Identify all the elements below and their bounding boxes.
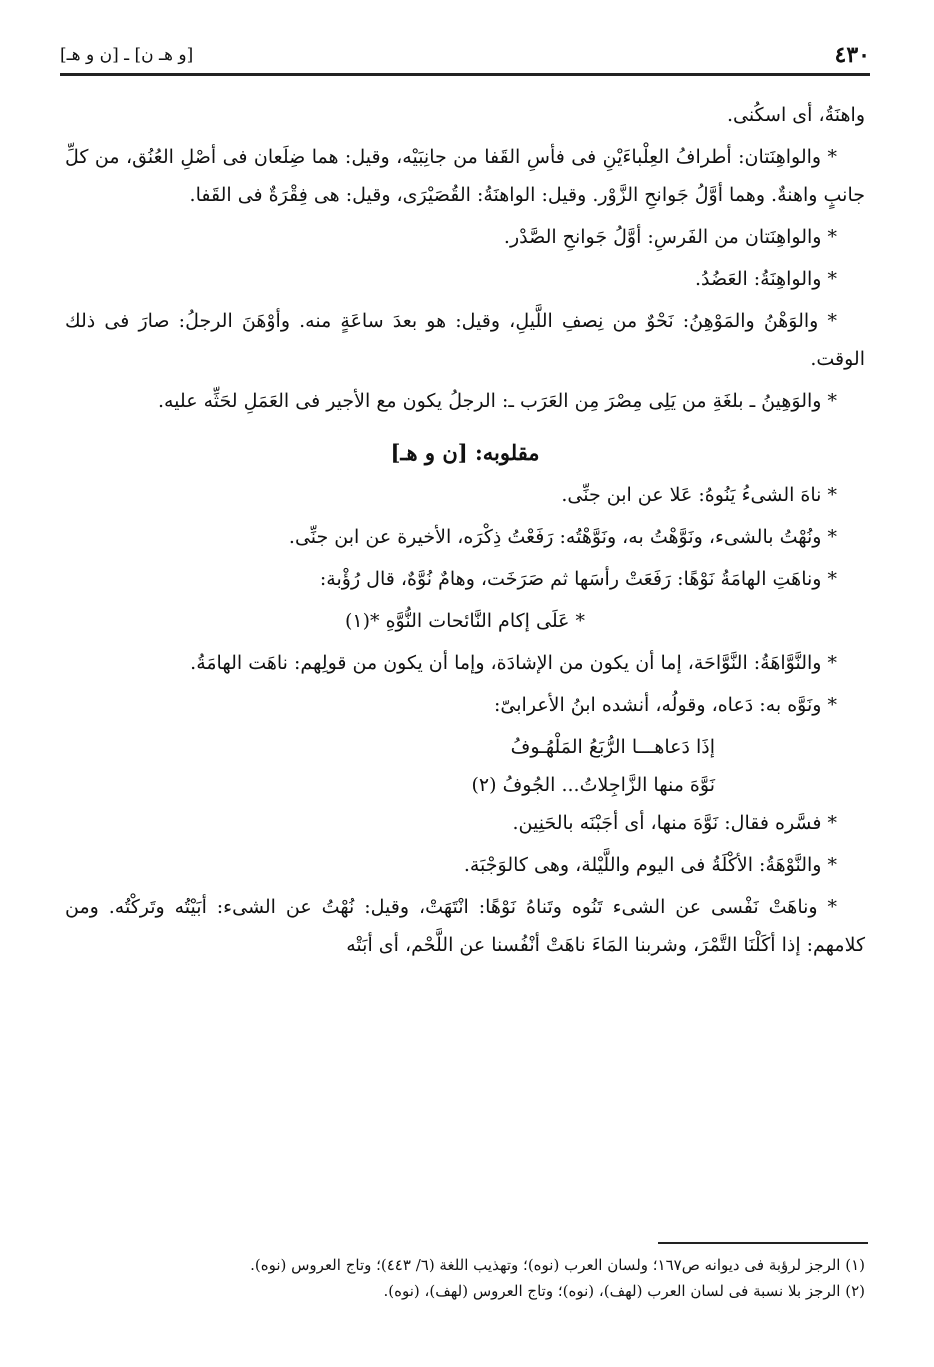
- footnote-rule: [658, 1242, 868, 1244]
- verse-line: * عَلَى إكام النَّائحات النُّوَّهِ *(١): [345, 610, 585, 632]
- verse-line: إذَا دَعاهـــا الرُّبَعُ المَلْهُـوفُ: [510, 736, 715, 758]
- paragraph: * والنَّوَّاهَةُ: النَّوَّاحَة، إما أن يكون من الإشادَة، وإما أن يكون من قولِهم: ناهَت الهامَةُ.: [190, 652, 837, 674]
- paragraph: * والنَّوْهَةُ: الأكْلَةُ فى اليوم واللَّيْلة، وهى كالوَجْبَة.: [463, 854, 837, 876]
- paragraph: واهنَةُ، أى اسكُنى.: [726, 104, 865, 126]
- paragraph: * فسَّره فقال: نَوَّهَ منها، أى أجَبْنَه بالحَنِين.: [512, 812, 837, 834]
- paragraph: * ونَوَّه به: دَعاه، وقولُه، أنشده ابنُ الأعرابىّ:: [494, 694, 837, 716]
- paragraph: * ناهَ الشىءُ يَنُوهُ: عَلا عن ابن جنِّى.: [561, 484, 837, 506]
- page-number: ٤٣٠: [834, 42, 870, 68]
- header-rule: [60, 73, 870, 76]
- section-heading: مقلوبه: [ن و هـ]: [390, 440, 540, 465]
- footnote: (٢) الرجز بلا نسبة فى لسان العرب (لهف)، (نوه)؛ وتاج العروس (لهف)، (نوه).: [383, 1282, 865, 1300]
- paragraph: * وناهَتِ الهامَةُ نَوْهًا: رَفَعَتْ رأسَها ثم صَرَخَت، وهامٌ نُوَّهٌ، قال رُؤْبة:: [319, 568, 837, 590]
- paragraph: * وناهَتْ نَفْسى عن الشىء تَنُوه وتَناهُ نَوْهًا: انْتَهَتْ، وقيل: نُهْتُ عن الشىء: أبَيْتُه وتَركْتُه. ومن كلامهم: إذا أكَلْنَا التَّمْرَ، وشربنا المَاءَ ناهَتْ أنْفُسنا عن اللَّحْم، أى أبَتْه: [65, 896, 865, 956]
- page-header: [60, 40, 870, 70]
- header-root-range: [و هـ ن] ـ [ن و هـ]: [60, 45, 194, 65]
- paragraph: * والوَهْنُ والمَوْهِنُ: نَحْوٌ من نِصفِ اللَّيلِ، وقيل: هو بعدَ ساعَةٍ منه. وأوْهَنَ الرجلُ: صارَ فى ذلك الوقت.: [65, 310, 865, 370]
- main-text: [65, 96, 865, 968]
- paragraph: * ونُهْتُ بالشىء، ونَوَّهْتُ به، ونَوَّهْتُه: رَفَعْتُ ذِكْرَه، الأخيرة عن ابن جنِّى.: [288, 526, 837, 548]
- verse-line: نَوَّهَ منها الزَّاجِلاتُ... الجُوفُ (٢): [471, 774, 715, 796]
- paragraph: * والوَهِينُ ـ بلغَةِ من يَلِى مِصْرَ مِن العَرَب ـ: الرجلُ يكون مع الأجير فى العَمَلِ لحَثِّه عليه.: [157, 390, 837, 412]
- footnote: (١) الرجز لرؤبة فى ديوانه ص١٦٧؛ ولسان العرب (نوه)؛ وتهذيب اللغة (٦/ ٤٤٣)؛ وتاج العروس (نوه).: [250, 1256, 865, 1274]
- paragraph: * والواهِنَةُ: العَضُدُ.: [695, 268, 837, 290]
- footnotes: [65, 1252, 865, 1304]
- paragraph: * والواهِنَتان: أطرافُ العِلْباءَيْنِ فى فأسِ القَفا من جانِبَيْه، وقيل: هما ضِلَعان فى أصْلِ العُنُق، من كلِّ جانبٍ واهنةٌ. وهما أوَّلُ جَوانحِ الزَّوْر. وقيل: الواهنَةُ: القُصَيْرَى، وقيل: هى فِقْرَةٌ فى القَفا.: [65, 146, 865, 206]
- paragraph: * والواهِنَتان من الفَرسِ: أوَّلُ جَوانحِ الصَّدْر.: [503, 226, 837, 248]
